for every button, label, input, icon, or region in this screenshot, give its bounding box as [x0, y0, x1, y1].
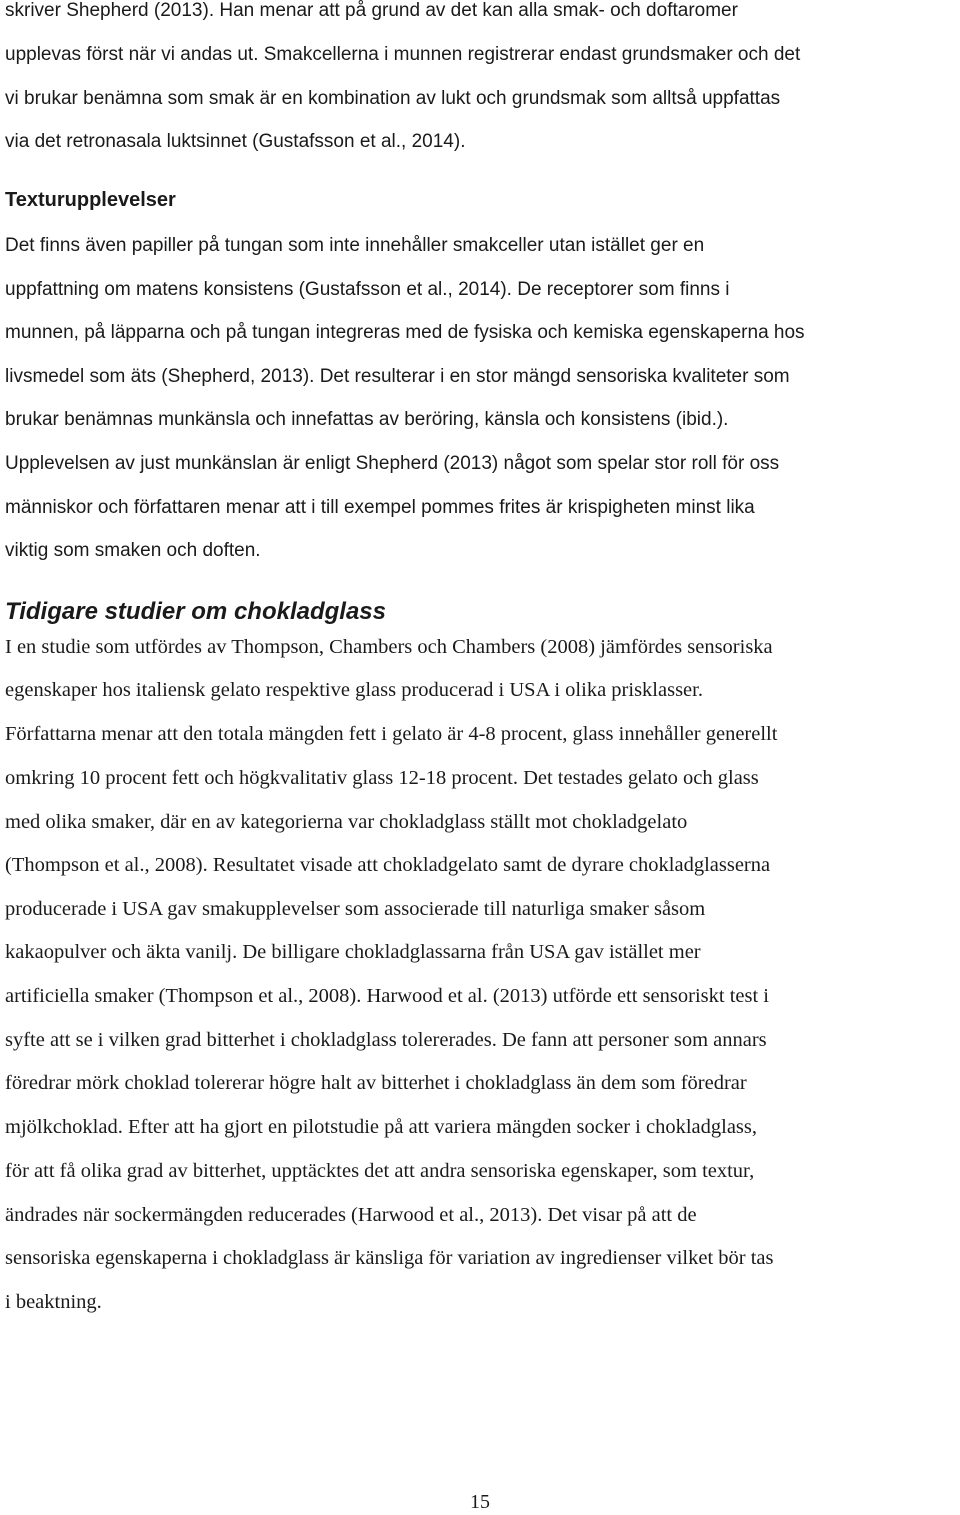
body-text-line: viktig som smaken och doften. — [5, 540, 261, 561]
body-text-line: upplevas först när vi andas ut. Smakcellerna i munnen registrerar endast grundsmaker och det — [5, 44, 801, 65]
body-text-line: Det finns även papiller på tungan som inte innehåller smakceller utan istället ger en — [5, 235, 705, 256]
body-text-line: brukar benämnas munkänsla och innefattas av beröring, känsla och konsistens (ibid.). — [5, 409, 729, 430]
body-text-line: artificiella smaker (Thompson et al., 2008). Harwood et al. (2013) utförde ett sensoriskt test i — [5, 985, 769, 1007]
section-heading: Texturupplevelser — [5, 189, 176, 211]
body-text-line: I en studie som utfördes av Thompson, Chambers och Chambers (2008) jämfördes sensoriska — [5, 636, 773, 658]
body-text-line: munnen, på läpparna och på tungan integreras med de fysiska och kemiska egenskaperna hos — [5, 322, 805, 343]
section-heading: Tidigare studier om chokladglass — [5, 598, 386, 625]
body-text-line: producerade i USA gav smakupplevelser som associerade till naturliga smaker såsom — [5, 898, 706, 920]
body-text-line: människor och författaren menar att i till exempel pommes frites är krispigheten minst lika — [5, 497, 755, 518]
body-text-line: för att få olika grad av bitterhet, upptäcktes det att andra sensoriska egenskaper, som textur, — [5, 1160, 755, 1182]
page-number: 15 — [470, 1491, 490, 1513]
body-text-line: skriver Shepherd (2013). Han menar att på grund av det kan alla smak- och doftaromer — [5, 0, 738, 21]
body-text-line: sensoriska egenskaperna i chokladglass är känsliga för variation av ingredienser vilket bör tas — [5, 1247, 774, 1269]
body-text-line: via det retronasala luktsinnet (Gustafsson et al., 2014). — [5, 131, 466, 152]
body-text-line: (Thompson et al., 2008). Resultatet visade att chokladgelato samt de dyrare chokladglasserna — [5, 854, 771, 876]
body-text-line: föredrar mörk choklad tolererar högre halt av bitterhet i chokladglass än dem som föredrar — [5, 1072, 747, 1094]
body-text-line: Författarna menar att den totala mängden fett i gelato är 4-8 procent, glass innehåller generellt — [5, 723, 778, 745]
body-text-line: ändrades när sockermängden reducerades (Harwood et al., 2013). Det visar på att de — [5, 1204, 697, 1226]
body-text-line: kakaopulver och äkta vanilj. De billigare chokladglassarna från USA gav istället mer — [5, 941, 701, 963]
body-text-line: Upplevelsen av just munkänslan är enligt Shepherd (2013) något som spelar stor roll för oss — [5, 453, 780, 474]
body-text-line: i beaktning. — [5, 1291, 102, 1313]
body-text-line: med olika smaker, där en av kategorierna var chokladglass ställt mot chokladgelato — [5, 811, 688, 833]
body-text-line: livsmedel som äts (Shepherd, 2013). Det resulterar i en stor mängd sensoriska kvaliteter som — [5, 366, 790, 387]
body-text-line: omkring 10 procent fett och högkvalitativ glass 12-18 procent. Det testades gelato och glass — [5, 767, 759, 789]
body-text-line: vi brukar benämna som smak är en kombination av lukt och grundsmak som alltså uppfattas — [5, 88, 781, 109]
body-text-line: mjölkchoklad. Efter att ha gjort en pilotstudie på att variera mängden socker i chokladglass, — [5, 1116, 758, 1138]
body-text-line: uppfattning om matens konsistens (Gustafsson et al., 2014). De receptorer som finns i — [5, 279, 730, 300]
body-text-line: syfte att se i vilken grad bitterhet i chokladglass tolererades. De fann att personer som annars — [5, 1029, 767, 1051]
body-text-line: egenskaper hos italiensk gelato respektive glass producerad i USA i olika prisklasser. — [5, 679, 703, 701]
